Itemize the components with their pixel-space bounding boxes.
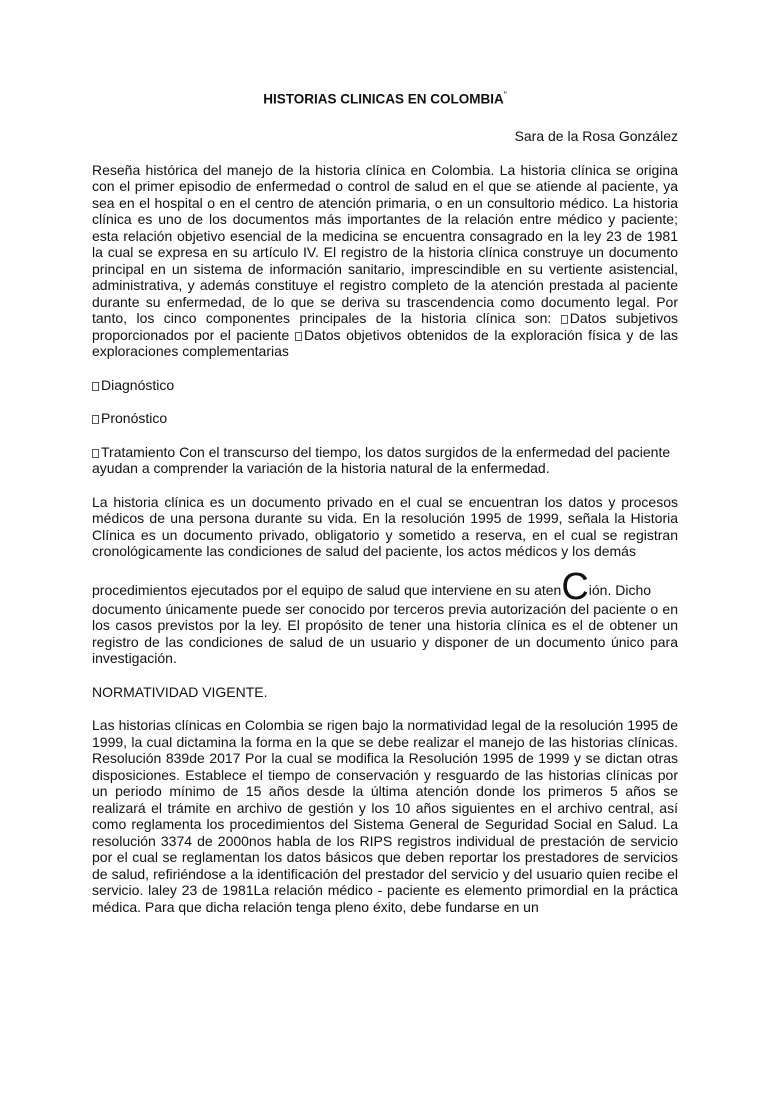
bullet-box-icon	[92, 415, 99, 424]
bullet-tratamiento: Tratamiento Con el transcurso del tiempo, los datos surgidos de la enfermedad del paciente ayudan a comprender la variación de la historia natural de la enfermedad.	[92, 443, 671, 476]
bullet-box-icon	[92, 382, 99, 391]
title-quote-mark: ”	[503, 90, 507, 100]
bullet-box-icon	[92, 449, 99, 458]
large-letter-c: C	[561, 565, 589, 608]
bullet-pronostico: Pronóstico	[92, 410, 678, 427]
heading-normatividad: NORMATIVIDAD VIGENTE.	[92, 683, 268, 700]
author-name: Sara de la Rosa González	[514, 127, 678, 144]
bullet-box-icon	[295, 332, 302, 341]
paragraph-regulations: Las historias clínicas en Colombia se rigen bajo la normatividad legal de la resolución 1995 de 1999, la cual dictamina la forma en la que se debe realizar el manejo de las historias clínicas. Resolución 839de 2017 Por la cual se modifica la Resolución 1995 de 1999 y se dictan otras disposiciones. Establece el tiempo de conservación y resguardo de las historias clínicas por un periodo mínimo de 15 años desde la última atención donde los primeros 5 años se realizará el trámite en archivo de gestión y los 10 años siguientes en el archivo central, así como reglamenta los procedimientos del Sistema General de Seguridad Social en Salud. La resolución 3374 de 2000nos habla de los RIPS registros individual de prestación de servicio por el cual se reglamentan los datos básicos que deben reportar los prestadores de servicios de salud, refiriéndose a la identificación del prestador del servicio y del usuario quien recibe el servicio. laley 23 de 1981La relación médico - paciente es elemento primordial en la práctica médica. Para que dicha relación tenga pleno éxito, debe fundarse en un	[92, 717, 678, 915]
bullet-box-icon	[561, 315, 568, 324]
paragraph-document-purpose: documento únicamente puede ser conocido por terceros previa autorización del paciente o en los casos previstos por la ley. El propósito de tener una historia clínica es el de obtener un registro de las condiciones de salud de un usuario y disponer de un documento único para investigación.	[92, 600, 678, 666]
document-title: HISTORIAS CLINICAS EN COLOMBIA”	[263, 90, 507, 107]
paragraph-history-review: Reseña histórica del manejo de la historia clínica en Colombia. La historia clínica se origina con el primer episodio de enfermedad o control de salud en el que se atiende al paciente, ya sea en el hospital o en el centro de atención primaria, o en un consultorio médico. La historia clínica es uno de los documentos más importantes de la relación entre médico y paciente; esta relación objetivo esencial de la medicina se encuentra consagrado en la ley 23 de 1981 la cual se expresa en su artículo IV. El registro de la historia clínica construye un documento principal en un sistema de información sanitario, imprescindible en su vertiente asistencial, administrativa, y además constituye el registro completo de la atención prestada al paciente durante su enfermedad, de lo que se deriva su trascendencia como documento legal. Por tanto, los cinco componentes principales de la historia clínica son: Datos subjetivos proporcionados por el paciente Datos objetivos obtenidos de la exploración física y de las exploraciones complementarias	[92, 161, 679, 359]
document-page	[0, 86, 768, 1110]
bullet-diagnostico: Diagnóstico	[92, 377, 678, 394]
paragraph-procedures-line: procedimientos ejecutados por el equipo de salud que interviene en su atenCión. Dicho	[92, 565, 652, 608]
paragraph-private-document: La historia clínica es un documento privado en el cual se encuentran los datos y procesos médicos de una persona durante su vida. En la resolución 1995 de 1999, señala la Historia Clínica es un documento privado, obligatorio y sometido a reserva, en el cual se registran cronológicamente las condiciones de salud del paciente, los actos médicos y los demás	[92, 493, 678, 559]
